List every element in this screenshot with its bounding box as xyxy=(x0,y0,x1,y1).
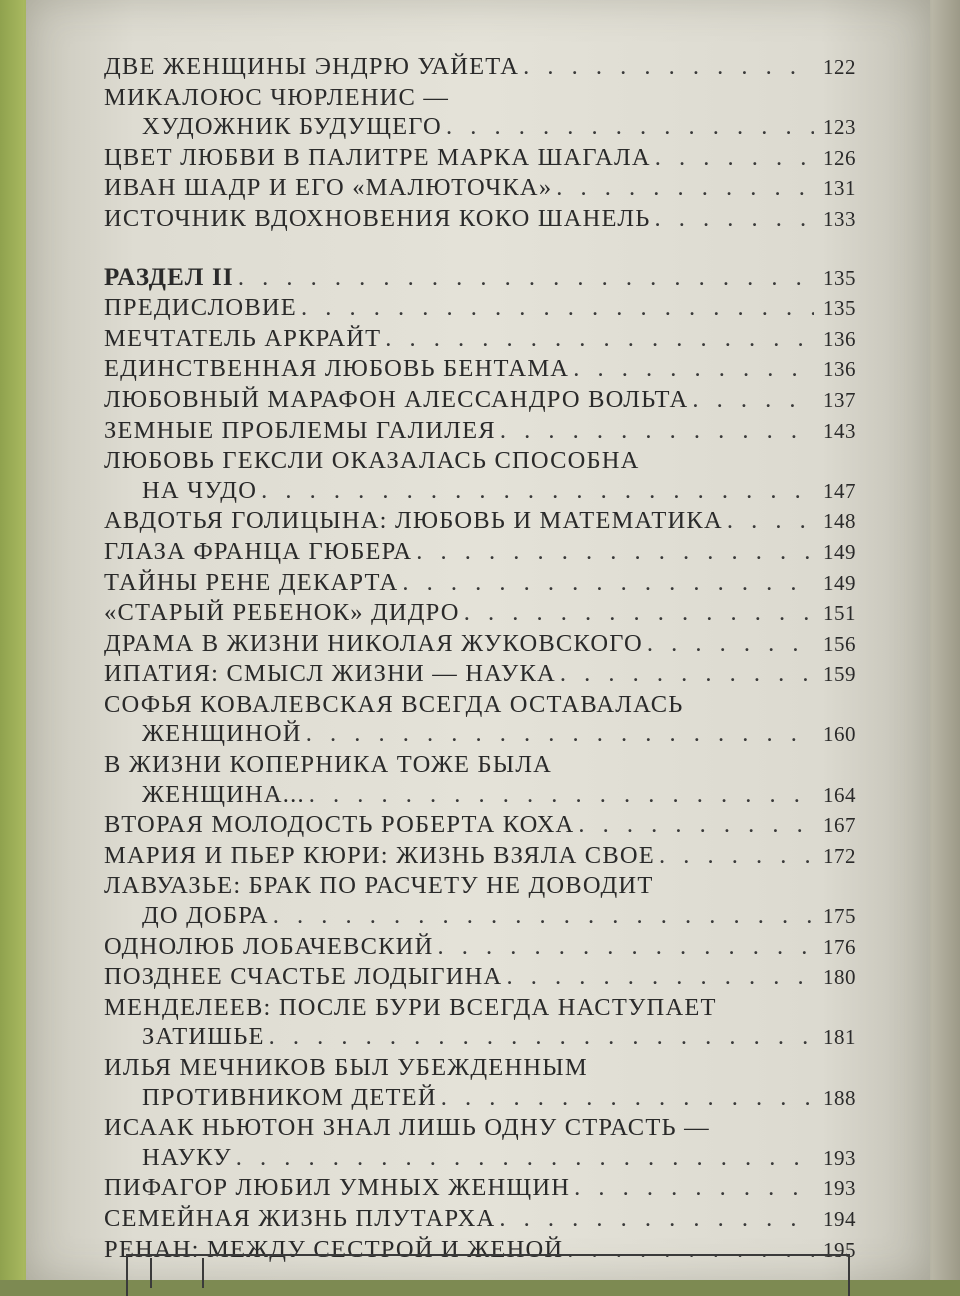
dot-leader xyxy=(309,780,814,810)
toc-entry xyxy=(104,354,856,385)
toc-entry xyxy=(104,537,856,568)
toc-entry xyxy=(104,871,856,931)
dot-leader xyxy=(578,810,814,840)
toc-entry xyxy=(104,324,856,355)
toc-entry-title: ИСААК НЬЮТОН ЗНАЛ ЛИШЬ ОДНУ СТРАСТЬ — xyxy=(104,1114,710,1142)
toc-entry-title: ИСТОЧНИК ВДОХНОВЕНИЯ КОКО ШАНЕЛЬ xyxy=(104,204,651,232)
dot-leader xyxy=(499,1204,814,1234)
dot-leader xyxy=(301,293,814,323)
toc-entry xyxy=(104,568,856,599)
toc-page-number: 143 xyxy=(823,418,856,443)
toc-page-number: 195 xyxy=(823,1237,856,1262)
toc-entry xyxy=(104,690,856,750)
toc-page-number: 137 xyxy=(823,387,856,412)
toc-page-number: 149 xyxy=(823,570,856,595)
dot-leader xyxy=(269,1022,814,1052)
section-page-number: 135 xyxy=(823,265,856,290)
toc-page-number: 188 xyxy=(823,1085,856,1110)
toc-entry-title: ИЛЬЯ МЕЧНИКОВ БЫЛ УБЕЖДЕННЫМ xyxy=(104,1054,588,1081)
toc-entry xyxy=(104,841,856,872)
toc-page-number: 136 xyxy=(823,326,856,351)
toc-entry-title: ЛЮБОВНЫЙ МАРАФОН АЛЕССАНДРО ВОЛЬТА xyxy=(104,385,689,413)
toc-page-number: 136 xyxy=(823,357,856,382)
toc-entry-title: НА ЧУДО xyxy=(142,476,258,504)
bottom-frame-ornament xyxy=(150,1258,204,1288)
toc-page-number: 175 xyxy=(823,904,856,929)
toc-entry xyxy=(104,1204,856,1235)
toc-entry-title: ЦВЕТ ЛЮБВИ В ПАЛИТРЕ МАРКА ШАГАЛА xyxy=(104,143,651,171)
toc-entry-title: РЕНАН: МЕЖДУ СЕСТРОЙ И ЖЕНОЙ xyxy=(104,1235,564,1263)
toc-entry xyxy=(104,1053,856,1113)
dot-leader xyxy=(574,1173,814,1203)
toc-entry-title: МАРИЯ И ПЬЕР КЮРИ: ЖИЗНЬ ВЗЯЛА СВОЕ xyxy=(104,841,655,869)
dot-leader xyxy=(441,1083,814,1113)
toc-entry-title: МИКАЛОЮС ЧЮРЛЕНИС — xyxy=(104,83,450,111)
toc-entry xyxy=(104,1173,856,1204)
toc-page-number: 135 xyxy=(823,296,856,321)
toc-group-section-1 xyxy=(104,52,856,235)
toc-page-number: 123 xyxy=(823,115,856,140)
dot-leader xyxy=(560,659,814,689)
toc-page-number: 122 xyxy=(823,55,856,79)
toc-entry-title: ХУДОЖНИК БУДУЩЕГО xyxy=(142,113,442,141)
dot-leader xyxy=(506,962,814,992)
toc-entry-title: ЛАВУАЗЬЕ: БРАК ПО РАСЧЕТУ НЕ ДОВОДИТ xyxy=(104,872,654,900)
toc-page-number: 194 xyxy=(823,1206,856,1231)
dot-leader xyxy=(523,52,814,82)
toc-page-number: 151 xyxy=(823,601,856,626)
toc-entry-title: «СТАРЫЙ РЕБЕНОК» ДИДРО xyxy=(104,599,460,627)
toc-entry-title: ИПАТИЯ: СМЫСЛ ЖИЗНИ — НАУКА xyxy=(104,660,556,688)
toc-page-number: 167 xyxy=(823,813,856,838)
dot-leader xyxy=(446,112,814,142)
toc-entry xyxy=(104,750,856,810)
toc-entry-title: СОФЬЯ КОВАЛЕВСКАЯ ВСЕГДА ОСТАВАЛАСЬ xyxy=(104,690,684,718)
dot-leader xyxy=(402,568,814,598)
toc-entry-title: ЖЕНЩИНОЙ xyxy=(142,720,302,748)
toc-entry xyxy=(104,143,856,174)
dot-leader xyxy=(238,263,814,293)
section-title: РАЗДЕЛ II xyxy=(104,263,234,291)
dot-leader xyxy=(659,841,814,871)
dot-leader xyxy=(464,598,814,628)
toc-entry-title: ДВЕ ЖЕНЩИНЫ ЭНДРЮ УАЙЕТА xyxy=(104,53,520,80)
toc-page-number: 156 xyxy=(823,631,856,656)
toc-entry-title: ИВАН ШАДР И ЕГО «МАЛЮТОЧКА» xyxy=(104,174,553,202)
toc-page-number: 126 xyxy=(823,145,856,170)
toc-entry-title: ДРАМА В ЖИЗНИ НИКОЛАЯ ЖУКОВСКОГО xyxy=(104,629,643,657)
dot-leader xyxy=(416,537,814,567)
toc-entry xyxy=(104,629,856,660)
toc-page-number: 172 xyxy=(823,843,856,868)
toc-page-number: 149 xyxy=(823,539,856,564)
toc-entry-title: ЗАТИШЬЕ xyxy=(142,1023,265,1051)
dot-leader xyxy=(727,506,814,536)
dot-leader xyxy=(692,385,814,415)
toc-page-number: 164 xyxy=(823,782,856,807)
bottom-frame-border xyxy=(126,1254,850,1296)
toc-entry-title: АВДОТЬЯ ГОЛИЦЫНА: ЛЮБОВЬ И МАТЕМАТИКА xyxy=(104,507,723,535)
toc-entry-title: ЛЮБОВЬ ГЕКСЛИ ОКАЗАЛАСЬ СПОСОБНА xyxy=(104,447,640,475)
table-of-contents xyxy=(104,52,856,1265)
toc-entry xyxy=(104,1113,856,1173)
toc-entry xyxy=(104,446,856,506)
dot-leader xyxy=(236,1143,814,1173)
toc-entry xyxy=(104,416,856,447)
toc-page-number: 131 xyxy=(823,176,856,201)
dot-leader xyxy=(273,901,814,931)
toc-entry xyxy=(104,810,856,841)
dot-leader xyxy=(556,173,814,203)
toc-entry-title: ПОЗДНЕЕ СЧАСТЬЕ ЛОДЫГИНА xyxy=(104,963,503,991)
toc-entry xyxy=(104,962,856,993)
toc-entry xyxy=(104,993,856,1053)
toc-page-number: 160 xyxy=(823,722,856,747)
toc-entry xyxy=(104,659,856,690)
toc-entry-title: МЕЧТАТЕЛЬ АРКРАЙТ xyxy=(104,324,382,352)
toc-page-number: 181 xyxy=(823,1025,856,1050)
toc-entry xyxy=(104,173,856,204)
toc-entry xyxy=(104,83,856,143)
toc-entry xyxy=(104,506,856,537)
toc-entry-title: ТАЙНЫ РЕНЕ ДЕКАРТА xyxy=(104,568,399,596)
dot-leader xyxy=(654,204,814,234)
toc-page-number: 193 xyxy=(823,1176,856,1201)
toc-entry-title: ГЛАЗА ФРАНЦА ГЮБЕРА xyxy=(104,537,413,565)
toc-entry-title: ВТОРАЯ МОЛОДОСТЬ РОБЕРТА КОХА xyxy=(104,811,575,839)
toc-entry-title: МЕНДЕЛЕЕВ: ПОСЛЕ БУРИ ВСЕГДА НАСТУПАЕТ xyxy=(104,993,717,1021)
toc-entry-title: ПРОТИВНИКОМ ДЕТЕЙ xyxy=(142,1083,437,1111)
dot-leader xyxy=(647,629,814,659)
toc-page-number: 159 xyxy=(823,662,856,687)
toc-page-number: 176 xyxy=(823,934,856,959)
toc-entry-title: СЕМЕЙНАЯ ЖИЗНЬ ПЛУТАРХА xyxy=(104,1204,496,1232)
toc-entry xyxy=(104,204,856,235)
toc-entry xyxy=(104,52,856,83)
toc-entry xyxy=(104,932,856,963)
toc-page-number: 180 xyxy=(823,965,856,990)
toc-entry-title: ПРЕДИСЛОВИЕ xyxy=(104,294,297,322)
toc-entry xyxy=(104,293,856,324)
dot-leader xyxy=(306,719,814,749)
toc-section-heading xyxy=(104,263,856,294)
toc-entry-title: В ЖИЗНИ КОПЕРНИКА ТОЖЕ БЫЛА xyxy=(104,751,553,779)
toc-group-section-2 xyxy=(104,293,856,1265)
dot-leader xyxy=(437,932,814,962)
toc-page-number: 133 xyxy=(823,206,856,231)
toc-entry xyxy=(104,385,856,416)
toc-entry-title: ЖЕНЩИНА... xyxy=(142,780,305,808)
dot-leader xyxy=(261,476,814,506)
toc-entry-title: ОДНОЛЮБ ЛОБАЧЕВСКИЙ xyxy=(104,932,434,960)
toc-entry-title: ЗЕМНЫЕ ПРОБЛЕМЫ ГАЛИЛЕЯ xyxy=(104,416,496,444)
toc-entry-title: ЕДИНСТВЕННАЯ ЛЮБОВЬ БЕНТАМА xyxy=(104,355,570,383)
toc-page-number: 193 xyxy=(823,1145,856,1170)
dot-leader xyxy=(655,143,814,173)
toc-entry-title: ДО ДОБРА xyxy=(142,902,269,930)
toc-page-number: 147 xyxy=(823,478,856,503)
toc-entry xyxy=(104,598,856,629)
dot-leader xyxy=(500,416,814,446)
dot-leader xyxy=(385,324,814,354)
toc-entry-title: НАУКУ xyxy=(142,1143,232,1171)
dot-leader xyxy=(573,354,814,384)
toc-page-number: 148 xyxy=(823,509,856,534)
toc-entry-title: ПИФАГОР ЛЮБИЛ УМНЫХ ЖЕНЩИН xyxy=(104,1174,571,1202)
